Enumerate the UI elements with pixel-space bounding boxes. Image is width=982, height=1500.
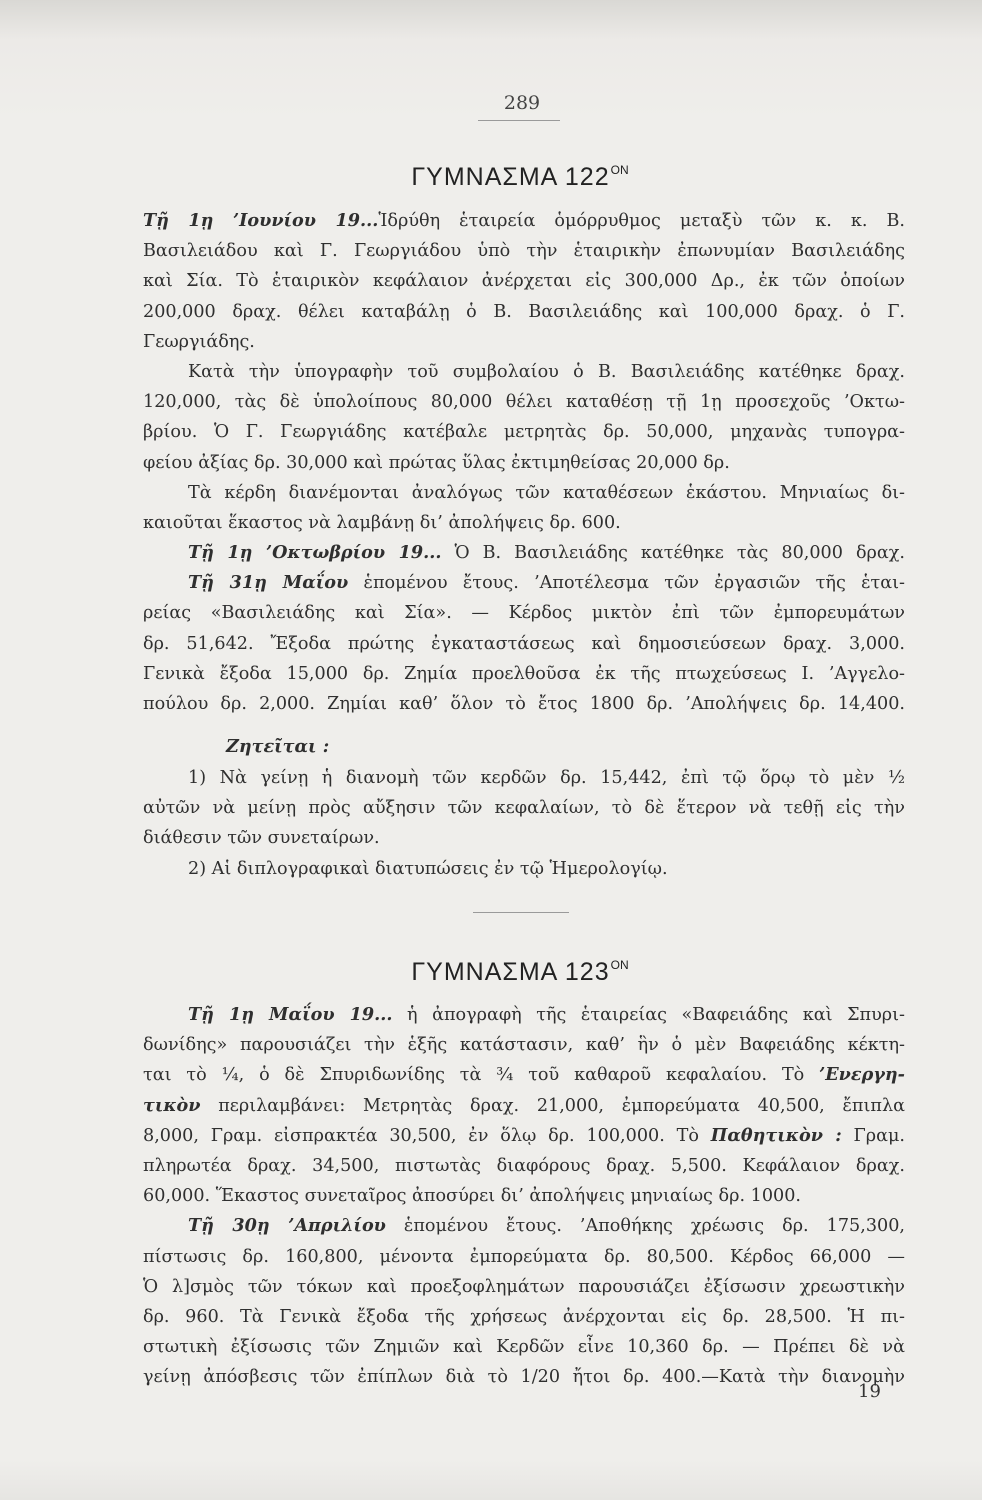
- text-line: [143, 1091, 905, 1121]
- text-line: [143, 1000, 905, 1030]
- emphasized-text: ’Ενεργη-: [819, 1064, 905, 1086]
- question-label: Ζητεῖται :: [226, 736, 330, 757]
- text-run: φείου ἀξίας δρ. 30,000 καὶ πρώτας ὕλας ἐκτιμηθείσας 20,000 δρ.: [143, 452, 730, 473]
- emphasized-text: τικὸν: [143, 1094, 201, 1116]
- text-line: [143, 1181, 905, 1211]
- text-run: διάθεσιν τῶν συνεταίρων.: [143, 828, 380, 849]
- emphasized-text: Τῇ 31ῃ Μαΐου: [188, 572, 349, 594]
- text-run: Γεωργιάδης.: [143, 331, 255, 352]
- text-run: πούλου δρ. 2,000. Ζημίαι καθ’ ὅλον τὸ ἔτος 1800 δρ. ’Απολήψεις δρ. 14,400.: [143, 694, 905, 714]
- text-run: ἑπομένου ἔτους. ’Αποτέλεσμα τῶν ἐργασιῶν τῆς ἑται-: [348, 573, 905, 594]
- exercise-122-title-suffix: ΟΝ: [610, 163, 629, 177]
- emphasized-text: Τῇ 1ῃ Μαΐου 19...: [188, 1004, 393, 1025]
- text-run: 60,000. Ἕκαστος συνεταῖρος ἀποσύρει δι’ ἀπολήψεις μηνιαίως δρ. 1000.: [143, 1186, 801, 1207]
- text-line: [143, 297, 905, 327]
- text-run: Βασιλειάδου καὶ Γ. Γεωργιάδου ὑπὸ τὴν ἑταιρικὴν ἐπωνυμίαν Βασιλειάδης: [143, 241, 905, 262]
- text-line: [143, 206, 905, 236]
- text-run: 1) Νὰ γείνῃ ἡ διανομὴ τῶν κερδῶν δρ. 15,442, ἐπὶ τῷ ὅρῳ τὸ μὲν ½: [188, 768, 905, 788]
- text-line: [143, 1272, 905, 1302]
- text-line: [143, 598, 905, 628]
- text-line: [143, 1242, 905, 1272]
- text-run: πληρωτέα δραχ. 34,500, πιστωτὰς διαφόρους δραχ. 5,500. Κεφάλαιον δραχ.: [143, 1155, 905, 1176]
- text-run: καὶ Σία. Τὸ ἑταιρικὸν κεφάλαιον ἀνέρχεται εἰς 300,000 Δρ., ἐκ τῶν ὁποίων: [143, 271, 905, 292]
- text-run: ρείας «Βασιλειάδης καὶ Σία». — Κέρδος μικτὸν ἐπὶ τῶν ἐμπορευμάτων: [143, 603, 905, 624]
- text-line: [143, 1332, 905, 1362]
- text-line: [143, 236, 905, 266]
- emphasized-text: Παθητικὸν :: [710, 1124, 842, 1146]
- text-line: [143, 448, 905, 478]
- text-line: [143, 357, 905, 387]
- text-run: 2) Αἱ διπλογραφικαὶ διατυπώσεις ἐν τῷ Ἡμερολογίῳ.: [188, 858, 668, 879]
- text-line: [143, 1030, 905, 1060]
- text-line: [143, 793, 905, 823]
- emphasized-text: Τῇ 30ῃ ’Απριλίου: [188, 1215, 386, 1237]
- exercise-123-body: [143, 1000, 905, 1392]
- text-run: δρ. 960. Τὰ Γενικὰ ἔξοδα τῆς χρήσεως ἀνέρχονται εἰς δρ. 28,500. Ἡ πι-: [143, 1306, 905, 1327]
- text-line: [143, 508, 905, 538]
- text-line: [143, 538, 905, 568]
- text-line: [143, 266, 905, 296]
- page-number-rule: [478, 120, 560, 121]
- text-run: αὐτῶν νὰ μείνῃ πρὸς αὔξησιν τῶν κεφαλαίων, τὸ δὲ ἕτερον νὰ τεθῇ εἰς τὴν: [143, 798, 905, 819]
- page-number: 289: [503, 92, 541, 114]
- text-line: [143, 659, 905, 689]
- text-run: γείνῃ ἀπόσβεσις τῶν ἐπίπλων διὰ τὸ 1/20 ἤτοι δρ. 400.—Κατὰ τὴν διανομὴν: [143, 1367, 905, 1388]
- emphasized-text: Τῇ 1ῃ ’Οκτωβρίου 19...: [188, 542, 442, 564]
- text-run: Γενικὰ ἔξοδα 15,000 δρ. Ζημία προελθοῦσα ἐκ τῆς πτωχεύσεως Ι. ’Αγγελο-: [143, 663, 905, 684]
- text-line: [143, 1151, 905, 1181]
- exercise-122-questions: [143, 763, 905, 884]
- text-run: Ἱδρύθη ἑταιρεία ὁμόρρυθμος μεταξὺ τῶν κ. κ. Β.: [378, 211, 905, 231]
- text-run: δρ. 51,642. Ἔξοδα πρώτης ἐγκαταστάσεως καὶ δημοσιεύσεων δραχ. 3,000.: [143, 633, 905, 654]
- text-line: [143, 327, 905, 357]
- exercise-122-title: ΓΥΜΝΑΣΜΑ 122: [411, 163, 610, 191]
- exercise-123-heading: [0, 958, 982, 987]
- text-line: [143, 1121, 905, 1151]
- text-line: [143, 478, 905, 508]
- text-line: [143, 689, 905, 719]
- text-run: καιοῦται ἕκαστος νὰ λαμβάνῃ δι’ ἀπολήψεις δρ. 600.: [143, 512, 621, 533]
- emphasized-text: Τῇ 1ῃ ’Ιουνίου 19...: [143, 210, 379, 231]
- text-run: στωτικὴ ἐξίσωσις τῶν Ζημιῶν καὶ Κερδῶν εἶνε 10,360 δρ. — Πρέπει δὲ νὰ: [143, 1337, 905, 1358]
- text-run: Τὰ κέρδη διανέμονται ἀναλόγως τῶν καταθέσεων ἑκάστου. Μηνιαίως δι-: [188, 482, 905, 503]
- exercise-123-title: ΓΥΜΝΑΣΜΑ 123: [411, 958, 610, 986]
- text-line: [143, 763, 905, 793]
- exercise-122-body: [143, 206, 905, 719]
- text-run: 120,000, τὰς δὲ ὑπολοίπους 80,000 θέλει καταθέσῃ τῇ 1ῃ προσεχοῦς ’Οκτω-: [143, 392, 905, 413]
- text-line: [143, 387, 905, 417]
- question-label-wrap: [143, 732, 905, 762]
- text-run: περιλαμβάνει: Μετρητὰς δραχ. 21,000, ἐμπορεύματα 40,500, ἔπιπλα: [200, 1095, 905, 1116]
- signature-number: 19: [858, 1381, 881, 1402]
- text-run: Ὁ Β. Βασιλειάδης κατέθηκε τὰς 80,000 δραχ.: [441, 543, 905, 564]
- exercise-123-title-suffix: ΟΝ: [610, 958, 629, 972]
- text-run: βρίου. Ὁ Γ. Γεωργιάδης κατέβαλε μετρητὰς δρ. 50,000, μηχανὰς τυπογρα-: [143, 422, 905, 443]
- text-line: [143, 568, 905, 598]
- text-line: [143, 1211, 905, 1241]
- text-line: [143, 823, 905, 853]
- text-run: δωνίδης» παρουσιάζει τὴν ἑξῆς κατάστασιν, καθ’ ἣν ὁ μὲν Βαφειάδης κέκτη-: [143, 1035, 905, 1056]
- text-line: [143, 854, 905, 884]
- exercise-122-heading: [0, 163, 982, 192]
- text-run: ἡ ἀπογραφὴ τῆς ἑταιρείας «Βαφειάδης καὶ Σπυρι-: [392, 1005, 905, 1025]
- text-run: Γραμ.: [841, 1125, 905, 1146]
- text-run: ται τὸ ¼, ὁ δὲ Σπυριδωνίδης τὰ ¾ τοῦ καθαροῦ κεφαλαίου. Τὸ: [143, 1065, 820, 1086]
- text-run: 8,000, Γραμ. εἰσπρακτέα 30,500, ἐν ὅλῳ δρ. 100,000. Τὸ: [143, 1125, 711, 1146]
- text-run: ἑπομένου ἔτους. ’Αποθήκης χρέωσις δρ. 175,300,: [385, 1216, 905, 1237]
- text-line: [143, 417, 905, 447]
- section-separator: [473, 912, 569, 913]
- text-run: Κατὰ τὴν ὑπογραφὴν τοῦ συμβολαίου ὁ Β. Βασιλειάδης κατέθηκε δραχ.: [188, 361, 905, 382]
- text-line: [143, 629, 905, 659]
- text-run: 200,000 δραχ. θέλει καταβάλῃ ὁ Β. Βασιλειάδης καὶ 100,000 δραχ. ὁ Γ.: [143, 301, 905, 322]
- text-line: [143, 1362, 905, 1392]
- text-line: [143, 1060, 905, 1090]
- text-run: πίστωσις δρ. 160,800, μένοντα ἐμπορεύματα δρ. 80,500. Κέρδος 66,000 —: [143, 1246, 905, 1267]
- text-run: Ὁ λ]σμὸς τῶν τόκων καὶ προεξοφλημάτων παρουσιάζει ἐξίσωσιν χρεωστικὴν: [143, 1276, 905, 1297]
- text-line: [143, 1302, 905, 1332]
